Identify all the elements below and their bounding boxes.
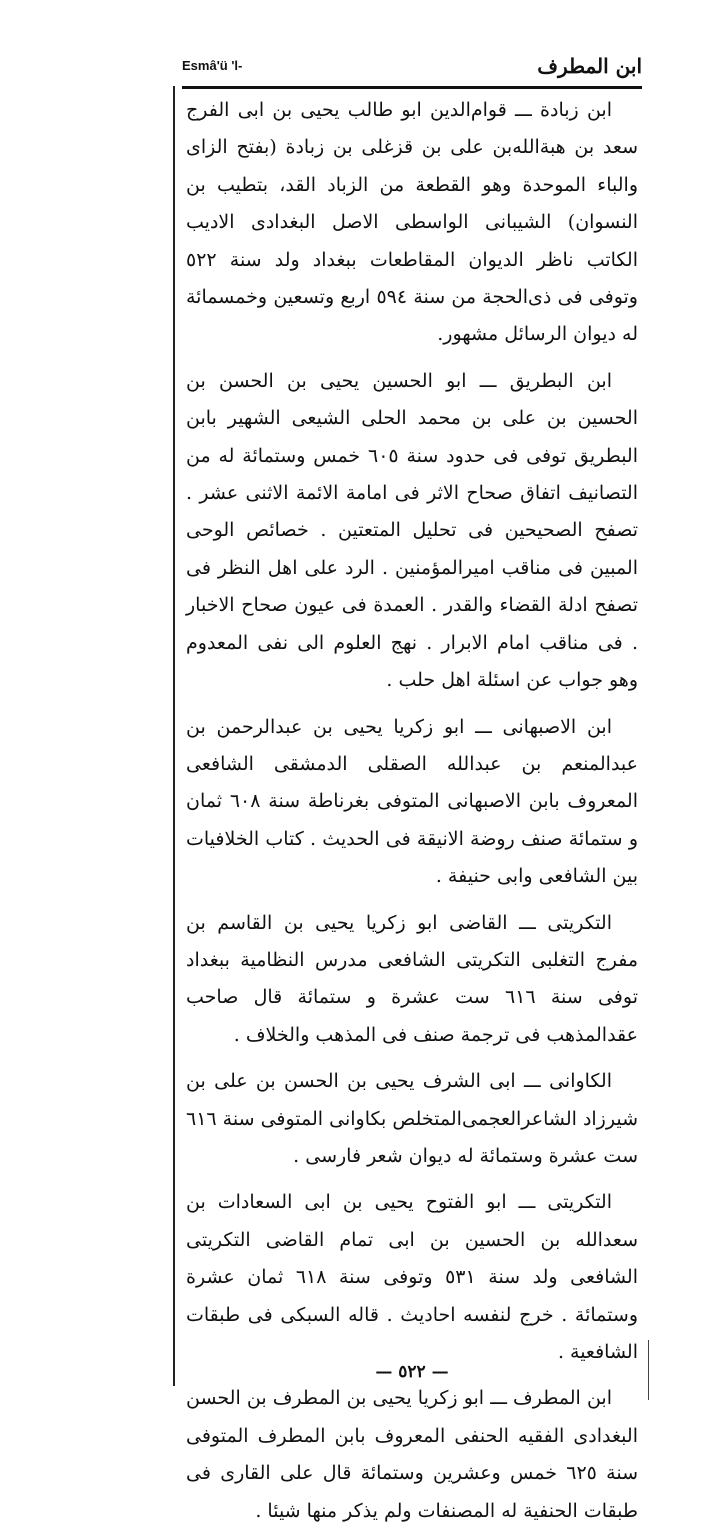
entry-ibn-al-bitriq: ابن البطريق ـــ ابو الحسين يحيى بن الحسن بن الحسين بن على بن محمد الحلى الشيعى الشهير بابن البطريق توفى فى حدود سنة ٦٠٥ خمس وستمائة له من التصانيف اتفاق صحاح الاثر فى امامة الائمة الاثنى عشر . تصفح الصحيحين فى تحليل المتعتين . خصائص الوحى المبين فى مناقب اميرالمؤمنين . الرد على اهل النظر فى تصفح ادلة القضاء والقدر . العمدة فى عيون صحاح الاخبار . فى مناقب امام الابرار . نهج العلوم الى نفى المعدوم وهو جواب عن اسئلة اهل حلب . [186,369,638,692]
header-latin-reference: Esmâ'ü 'l- [182,58,243,73]
header-title: ابن المطرف [537,54,642,78]
entry-al-takriti-2: التكريتى ـــ ابو الفتوح يحيى بن ابى السعادات بن سعدالله بن الحسين بن ابى تمام القاضى التكريتى الشافعى ولد سنة ٥٣١ وتوفى سنة ٦١٨ ثمان عشرة وستمائة . خرج لنفسه احاديث . قاله السبكى فى طبقات الشافعية . [186,1191,638,1363]
right-margin-rule [648,1340,649,1400]
entry-al-kawani: الكاوانى ـــ ابى الشرف يحيى بن الحسن بن على بن شيرزاد الشاعرالعجمى‌المتخلص بكاوانى المتوفى سنة ٦١٦ ست عشرة وستمائة له ديوان شعر فارسى . [186,1070,638,1167]
entry-ibn-al-mutarrif: ابن المطرف ـــ ابو زكريا يحيى بن المطرف بن الحسن البغدادى الفقيه الحنفى المعروف بابن المطرف المتوفى سنة ٦٢٥ خمس وعشرين وستمائة قال على القارى فى طبقات الحنفية له المصنفات ولم يذكر منها شيئا . [186,1387,638,1522]
left-margin-rule [173,86,175,1386]
entries-column [186,92,638,1539]
running-header [182,50,642,84]
page-number: — ٥٢٢ — [375,1362,449,1382]
entry-al-takriti-1: التكريتى ـــ القاضى ابو زكريا يحيى بن القاسم بن مفرج التغلبى التكريتى الشافعى مدرس النظامية ببغداد توفى سنة ٦١٦ ست عشرة و ستمائة قال صاحب عقدالمذهب فى ترجمة صنف فى المذهب والخلاف . [186,911,638,1046]
header-rule [182,86,642,89]
entry-ibn-zabada: ابن زبادة ـــ قوام‌الدين ابو طالب يحيى بن ابى الفرج سعد بن هبةالله‌بن على بن قزغلى بن زبادة (بفتح الزاى والباء الموحدة وهو القطعة من الزباد القد، بتطيب بن النسوان) الشيبانى الواسطى الاصل البغدادى الاديب الكاتب ناظر الديوان المقاطعات ببغداد ولد سنة ٥٢٢ وتوفى فى ذى‌الحجة من سنة ٥٩٤ اربع وتسعين وخمسمائة له ديوان الرسائل مشهور. [186,99,638,346]
entry-ibn-al-isbahani: ابن الاصبهانى ـــ ابو زكريا يحيى بن عبدالرحمن بن عبدالمنعم بن عبدالله الصقلى الدمشقى الشافعى المعروف بابن الاصبهانى المتوفى بغرناطة سنة ٦٠٨ ثمان و ستمائة صنف روضة الانيقة فى الحديث . كتاب الخلافيات بين الشافعى وابى حنيفة . [186,715,638,888]
